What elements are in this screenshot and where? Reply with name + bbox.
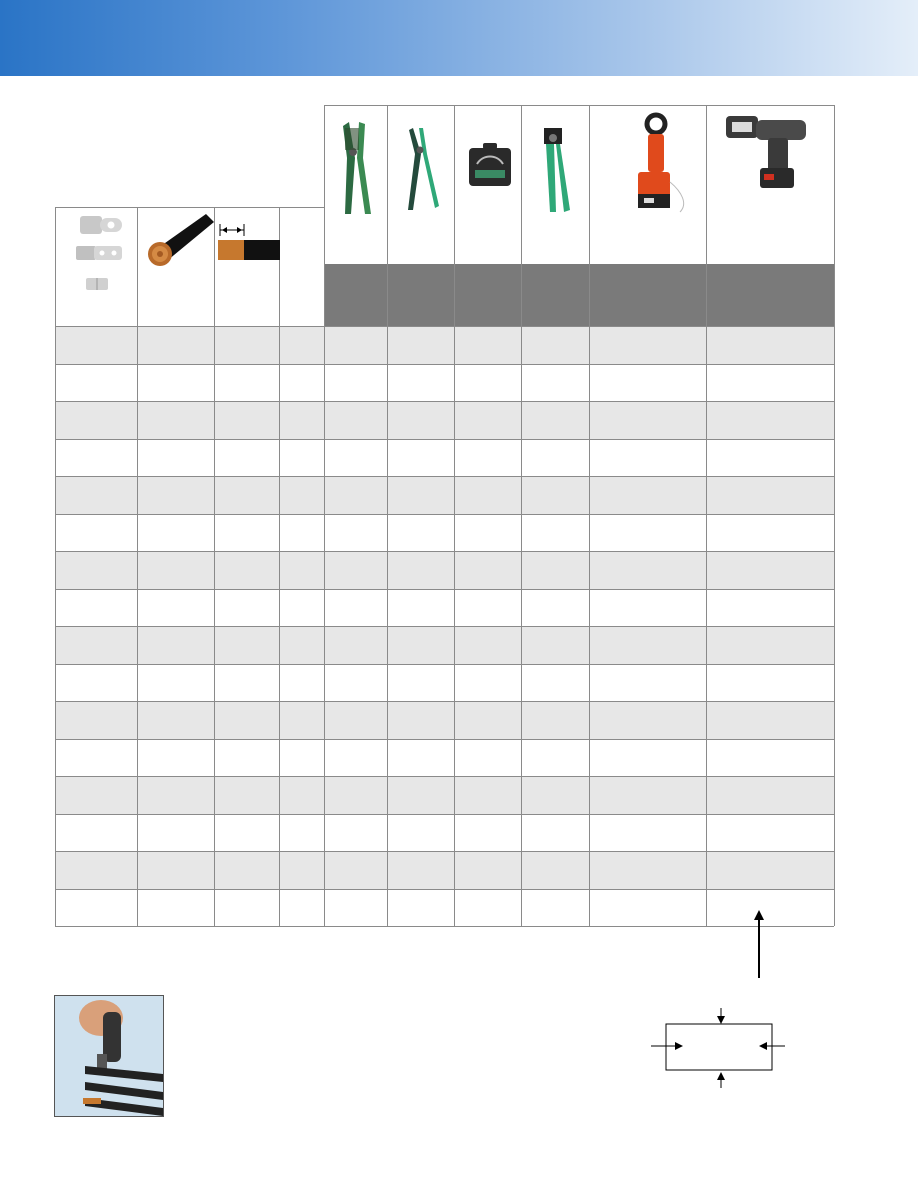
hand-crimp-photo-icon bbox=[54, 995, 164, 1117]
table-rule bbox=[706, 105, 707, 926]
diagonal-crimp-plier-icon bbox=[403, 124, 441, 214]
crimp-force-diagram-icon bbox=[645, 906, 785, 1092]
table-row bbox=[55, 476, 834, 514]
table-rule bbox=[834, 105, 835, 926]
table-rule bbox=[55, 589, 834, 590]
ratchet-crimper-icon bbox=[536, 124, 576, 216]
table-rule bbox=[454, 105, 455, 926]
table-rule bbox=[55, 326, 834, 327]
table-row bbox=[55, 439, 834, 477]
table-row bbox=[55, 701, 834, 739]
table-row bbox=[55, 401, 834, 439]
wire-stripper-crimper-icon bbox=[333, 118, 379, 218]
table-row bbox=[55, 589, 834, 627]
table-rule bbox=[55, 439, 834, 440]
strip-length-cable-icon bbox=[218, 222, 280, 262]
table-row bbox=[55, 364, 834, 402]
table-row bbox=[55, 739, 834, 777]
table-rule bbox=[214, 207, 215, 926]
tool-header-band bbox=[324, 264, 834, 326]
table-rule bbox=[55, 889, 834, 890]
table-rule bbox=[55, 364, 834, 365]
table-rule bbox=[589, 105, 590, 926]
table-rule bbox=[55, 701, 834, 702]
table-row bbox=[55, 814, 834, 852]
table-row bbox=[55, 664, 834, 702]
lug-terminals-icon bbox=[70, 212, 126, 298]
table-rule bbox=[55, 476, 834, 477]
table-rule bbox=[324, 105, 325, 926]
table-rule bbox=[521, 105, 522, 926]
table-rule bbox=[324, 105, 834, 106]
table-rule bbox=[55, 851, 834, 852]
copper-cable-icon bbox=[140, 208, 214, 270]
battery-crimp-tool-icon bbox=[722, 112, 822, 192]
table-rule bbox=[279, 207, 280, 926]
table-rule bbox=[137, 207, 138, 926]
table-row bbox=[55, 626, 834, 664]
table-rule bbox=[55, 207, 56, 926]
top-banner bbox=[0, 0, 918, 76]
table-row bbox=[55, 326, 834, 364]
table-row bbox=[55, 776, 834, 814]
table-row bbox=[55, 851, 834, 889]
battery-cutter-tool-icon bbox=[626, 112, 692, 216]
table-rule bbox=[55, 551, 834, 552]
table-rule bbox=[55, 514, 834, 515]
table-rule bbox=[55, 739, 834, 740]
table-rule bbox=[55, 626, 834, 627]
table-rule bbox=[387, 105, 388, 926]
table-rule bbox=[55, 401, 834, 402]
table-rule bbox=[55, 776, 834, 777]
table-rule bbox=[55, 814, 834, 815]
table-row bbox=[55, 514, 834, 552]
table-rule bbox=[55, 664, 834, 665]
table-row bbox=[55, 551, 834, 589]
crimp-kit-case-icon bbox=[467, 142, 513, 190]
